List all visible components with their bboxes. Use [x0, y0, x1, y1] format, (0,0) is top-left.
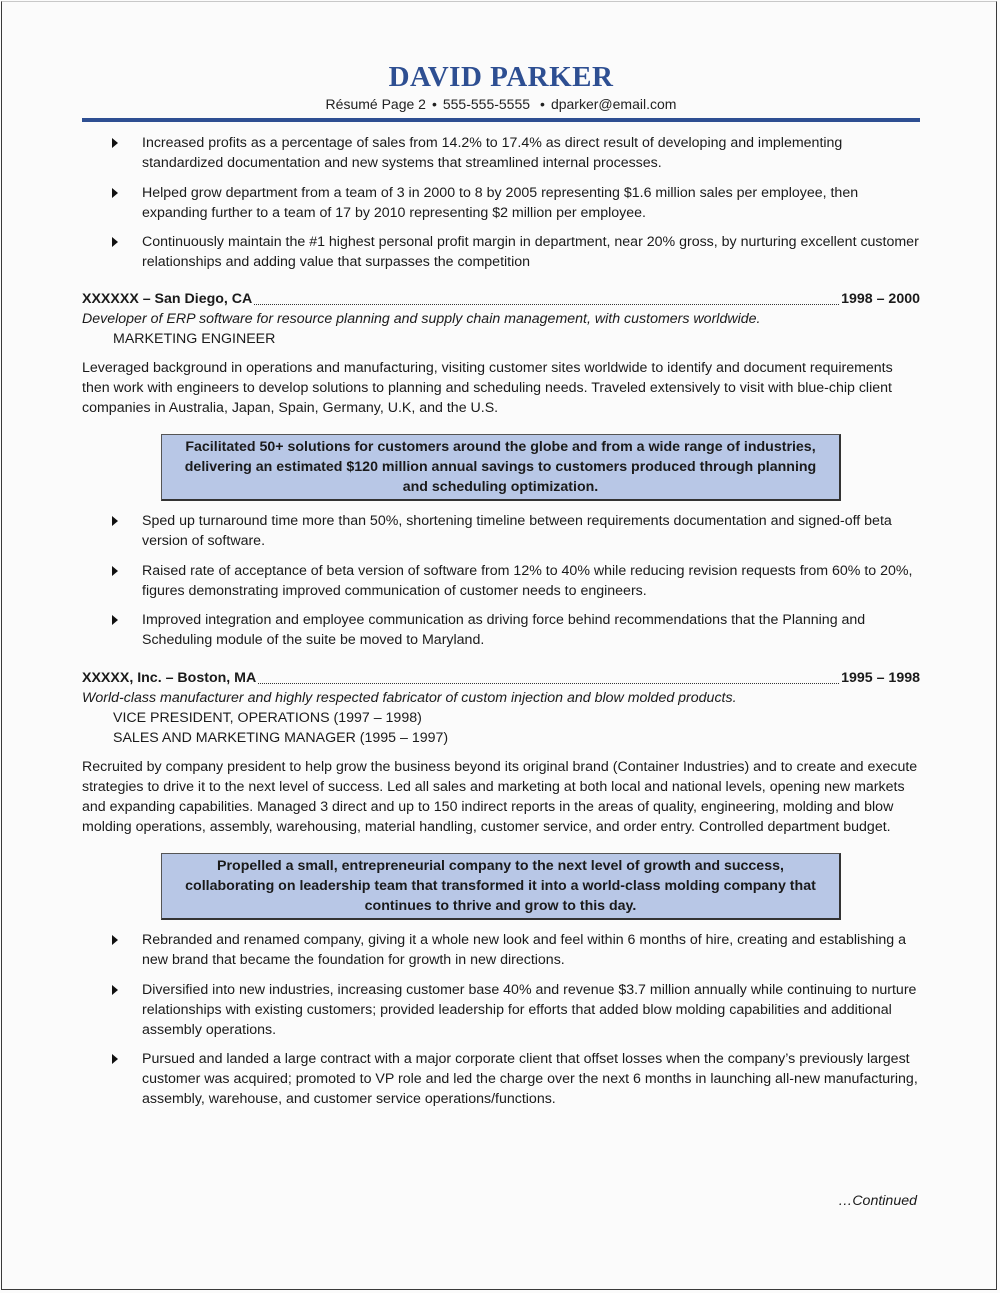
dotted-leader — [258, 683, 839, 684]
job-dates: 1998 – 2000 — [841, 291, 920, 307]
triangle-bullet-icon — [112, 935, 118, 945]
bullet-item — [82, 561, 920, 601]
job-summary: Leveraged background in operations and manufacturing, visiting customer sites worldwide to identify and document requirements then work with engineers to develop solutions to planning and scheduling needs. Traveled extensively to visit with blue-chip client companies in Australia, Japan, Spain, Germany, U.K, and the U.S. — [82, 360, 893, 416]
job-bullet-list — [82, 930, 920, 1109]
job-bullet-list — [82, 511, 920, 650]
bullet-item — [82, 980, 920, 1040]
bullet-text: Improved integration and employee communication as driving force behind recommendations that the Planning and Scheduling module of the suite be moved to Maryland. — [142, 612, 866, 648]
bullet-text: Diversified into new industries, increasing customer base 40% and revenue $3.7 million annually while continuing to nurture relationships with existing customers; provided leadership for efforts that added blow molding capabilities and additional assembly operations. — [142, 981, 917, 1038]
bullet-text: Continuously maintain the #1 highest personal profit margin in department, near 20% gross, by nurturing excellent customer relationships and adding value that surpasses the competition — [142, 234, 919, 270]
bullet-text: Sped up turnaround time more than 50%, shortening timeline between requirements documentation and signed-off beta version of software. — [142, 513, 892, 549]
bullet-text: Helped grow department from a team of 3 in 2000 to 8 by 2005 representing $1.6 million sales per employee, then expanding further to a team of 17 by 2010 representing $2 million per employee. — [142, 184, 859, 221]
job-entry — [82, 289, 920, 650]
bullet-item — [82, 610, 920, 650]
job-role: VICE PRESIDENT, OPERATIONS (1997 – 1998) — [113, 710, 422, 726]
triangle-bullet-icon — [112, 237, 118, 247]
triangle-bullet-icon — [112, 1054, 118, 1064]
job-role: SALES AND MARKETING MANAGER (1995 – 1997) — [113, 730, 449, 746]
separator-dot: • — [431, 96, 437, 112]
job-dates: 1995 – 1998 — [841, 670, 920, 686]
page-label: Résumé Page 2 — [325, 96, 426, 112]
job-heading — [82, 668, 920, 688]
job-summary: Recruited by company president to help grow the business beyond its original brand (Container Industries) and to create and execute strategies to drive it to the next level of success. Led all sales and marketing at both local and national levels, opening new markets and expanding capabilities. Managed 3 direct and up to 150 indirect reports in the areas of quality, engineering, molding and blow molding operations, assembly, warehousing, material handling, customer service, and order entry. Controlled department budget. — [82, 759, 918, 835]
bullet-item — [82, 133, 920, 173]
continued-note: …Continued — [838, 1193, 917, 1209]
bullet-text: Rebranded and renamed company, giving it a whole new look and feel within 6 months of hire, creating and establishing a new brand that became the foundation for growth in new directions. — [142, 932, 906, 968]
triangle-bullet-icon — [112, 615, 118, 625]
job-entry — [82, 668, 920, 1109]
job-role: MARKETING ENGINEER — [113, 331, 276, 347]
triangle-bullet-icon — [112, 566, 118, 576]
bullet-text: Raised rate of acceptance of beta version of software from 12% to 40% while reducing revision requests from 60% to 20%, figures demonstrating improved communication of customer needs to engineers. — [142, 562, 913, 599]
email-address: dparker@email.com — [550, 96, 677, 112]
job-heading — [82, 289, 920, 309]
contact-line — [82, 94, 920, 114]
triangle-bullet-icon — [112, 188, 118, 198]
bullet-item — [82, 183, 920, 223]
bullet-item — [82, 232, 920, 272]
bullet-text: Increased profits as a percentage of sales from 14.2% to 17.4% as direct result of developing and implementing standardized documentation and new systems that streamlined internal processes. — [142, 135, 843, 171]
candidate-name: DAVID PARKER — [388, 61, 614, 93]
resume-content — [82, 0, 920, 1119]
phone-number: 555-555-5555 — [442, 96, 531, 112]
resume-header — [82, 0, 920, 122]
company-tagline: Developer of ERP software for resource planning and supply chain management, with customers worldwide. — [82, 311, 761, 327]
intro-bullet-list — [82, 133, 920, 272]
bullet-item — [82, 1049, 920, 1109]
bullet-text: Pursued and landed a large contract with a major corporate client that offset losses when the company’s previously largest customer was acquired; promoted to VP role and led the charge over the next 6 months in launching all-new manufacturing, assembly, warehouse, and customer service operations/functions. — [142, 1051, 918, 1107]
company-tagline: World-class manufacturer and highly respected fabricator of custom injection and blow molded products. — [82, 690, 737, 706]
job-company: XXXXX, Inc. – Boston, MA — [82, 670, 257, 686]
highlight-callout: Propelled a small, entrepreneurial company to the next level of growth and success, collaborating on leadership team that transformed it into a world-class molding company that continues to thrive and grow to this day. — [161, 853, 841, 920]
bullet-item — [82, 930, 920, 970]
dotted-leader — [254, 304, 839, 305]
triangle-bullet-icon — [112, 516, 118, 526]
highlight-callout: Facilitated 50+ solutions for customers around the globe and from a wide range of industries, delivering an estimated $120 million annual savings to customers produced through planning and scheduling optimization. — [161, 434, 841, 501]
bullet-item — [82, 511, 920, 551]
separator-dot: • — [540, 96, 545, 112]
triangle-bullet-icon — [112, 138, 118, 148]
triangle-bullet-icon — [112, 985, 118, 995]
job-company: XXXXXX – San Diego, CA — [82, 291, 253, 307]
header-rule — [82, 118, 920, 122]
